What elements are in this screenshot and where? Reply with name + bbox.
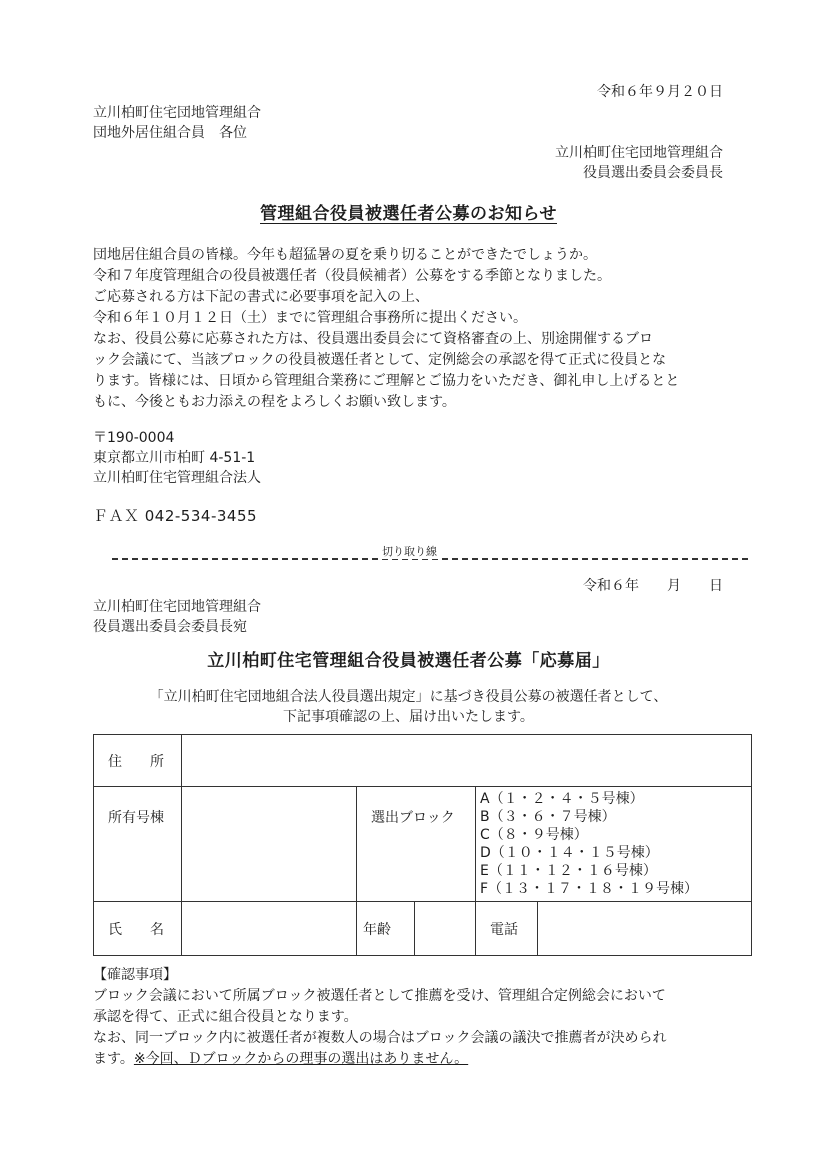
- fax-number: ＦＡＸ 042-534-3455: [93, 507, 258, 525]
- notice-body-line: 令和６年１０月１２日（土）までに管理組合事務所に提出ください。: [93, 310, 527, 326]
- postal-code: 〒190-0004: [93, 430, 175, 446]
- notice-recipient-line: 立川柏町住宅団地管理組合: [93, 105, 261, 121]
- form-recipient-line: 立川柏町住宅団地管理組合: [93, 599, 261, 615]
- application-form-table: [93, 734, 752, 956]
- notice-body-line: ご応募される方は下記の書式に必要事項を記入の上、: [93, 289, 429, 305]
- notice-body: [93, 245, 733, 413]
- notice-body-line: ック会議にて、当該ブロックの役員被選任者として、定例総会の承認を得て正式に役員とな: [93, 352, 667, 368]
- notice-date: 令和６年９月２０日: [597, 84, 723, 100]
- age-field[interactable]: [415, 902, 476, 956]
- block-options[interactable]: [476, 787, 752, 902]
- form-recipient-line: 役員選出委員会委員長宛: [93, 619, 247, 635]
- block-option[interactable]: D（１０・１４・１５号棟）: [480, 845, 659, 861]
- organization-name: 立川柏町住宅管理組合法人: [93, 470, 261, 486]
- block-option[interactable]: B（３・６・７号棟）: [480, 809, 616, 825]
- form-intro-line: 下記事項確認の上、届け出いたします。: [283, 709, 534, 725]
- confirmation-line-prefix: ます。: [93, 1051, 134, 1067]
- phone-label: 電話: [476, 902, 538, 956]
- notice-body-line: もに、今後ともお力添えの程をよろしくお願い致します。: [93, 394, 456, 410]
- notice-body-line: 令和７年度管理組合の役員被選任者（役員候補者）公募をする季節となりました。: [93, 268, 611, 284]
- block-option[interactable]: E（１１・１２・１６号棟）: [480, 863, 657, 879]
- confirmation-line: 承認を得て、正式に組合役員となります。: [93, 1009, 358, 1025]
- confirmation-section: [93, 965, 743, 1070]
- building-label: 所有号棟: [94, 787, 182, 902]
- notice-sender-line: 立川柏町住宅団地管理組合: [555, 145, 723, 161]
- block-option[interactable]: A（１・２・４・５号棟）: [480, 791, 644, 807]
- notice-recipient-line: 団地外居住組合員 各位: [93, 125, 247, 141]
- confirmation-last-line: [93, 1049, 743, 1070]
- name-label: 氏 名: [94, 902, 182, 956]
- confirmation-line: ブロック会議において所属ブロック被選任者として推薦を受け、管理組合定例総会において: [93, 988, 666, 1004]
- form-date: 令和６年 月 日: [583, 578, 723, 594]
- phone-field[interactable]: [538, 902, 752, 956]
- block-label: 選出ブロック: [357, 787, 476, 902]
- confirmation-heading: 【確認事項】: [93, 967, 177, 983]
- address-field[interactable]: [182, 735, 752, 787]
- notice-body-line: 団地居住組合員の皆様。今年も超猛暑の夏を乗り切ることができたでしょうか。: [93, 247, 597, 263]
- address-label: 住 所: [94, 735, 182, 787]
- address-line: 東京都立川市柏町 4-51-1: [93, 450, 256, 466]
- notice-title: 管理組合役員被選任者公募のお知らせ: [260, 204, 557, 224]
- building-field[interactable]: [182, 787, 357, 902]
- d-block-note: ※今回、Ｄブロックからの理事の選出はありません。: [133, 1051, 469, 1067]
- notice-body-line: なお、役員公募に応募された方は、役員選出委員会にて資格審査の上、別途開催するブロ: [93, 331, 653, 347]
- notice-body-line: ります。皆様には、日頃から管理組合業務にご理解とご協力をいただき、御礼申し上げるとと: [93, 373, 680, 389]
- block-option[interactable]: C（８・９号棟）: [480, 827, 588, 843]
- name-field[interactable]: [182, 902, 357, 956]
- form-intro-line: 「立川柏町住宅団地組合法人役員選出規定」に基づき役員公募の被選任者として、: [149, 689, 668, 705]
- confirmation-line: なお、同一ブロック内に被選任者が複数人の場合はブロック会議の議決で推薦者が決められ: [93, 1030, 667, 1046]
- cut-line-label: 切り取り線: [378, 545, 441, 559]
- notice-sender-line: 役員選出委員会委員長: [583, 165, 723, 181]
- age-label: 年齢: [357, 902, 415, 956]
- block-option[interactable]: F（１３・１７・１８・１９号棟）: [480, 881, 699, 897]
- form-title: 立川柏町住宅管理組合役員被選任者公募「応募届」: [207, 651, 610, 671]
